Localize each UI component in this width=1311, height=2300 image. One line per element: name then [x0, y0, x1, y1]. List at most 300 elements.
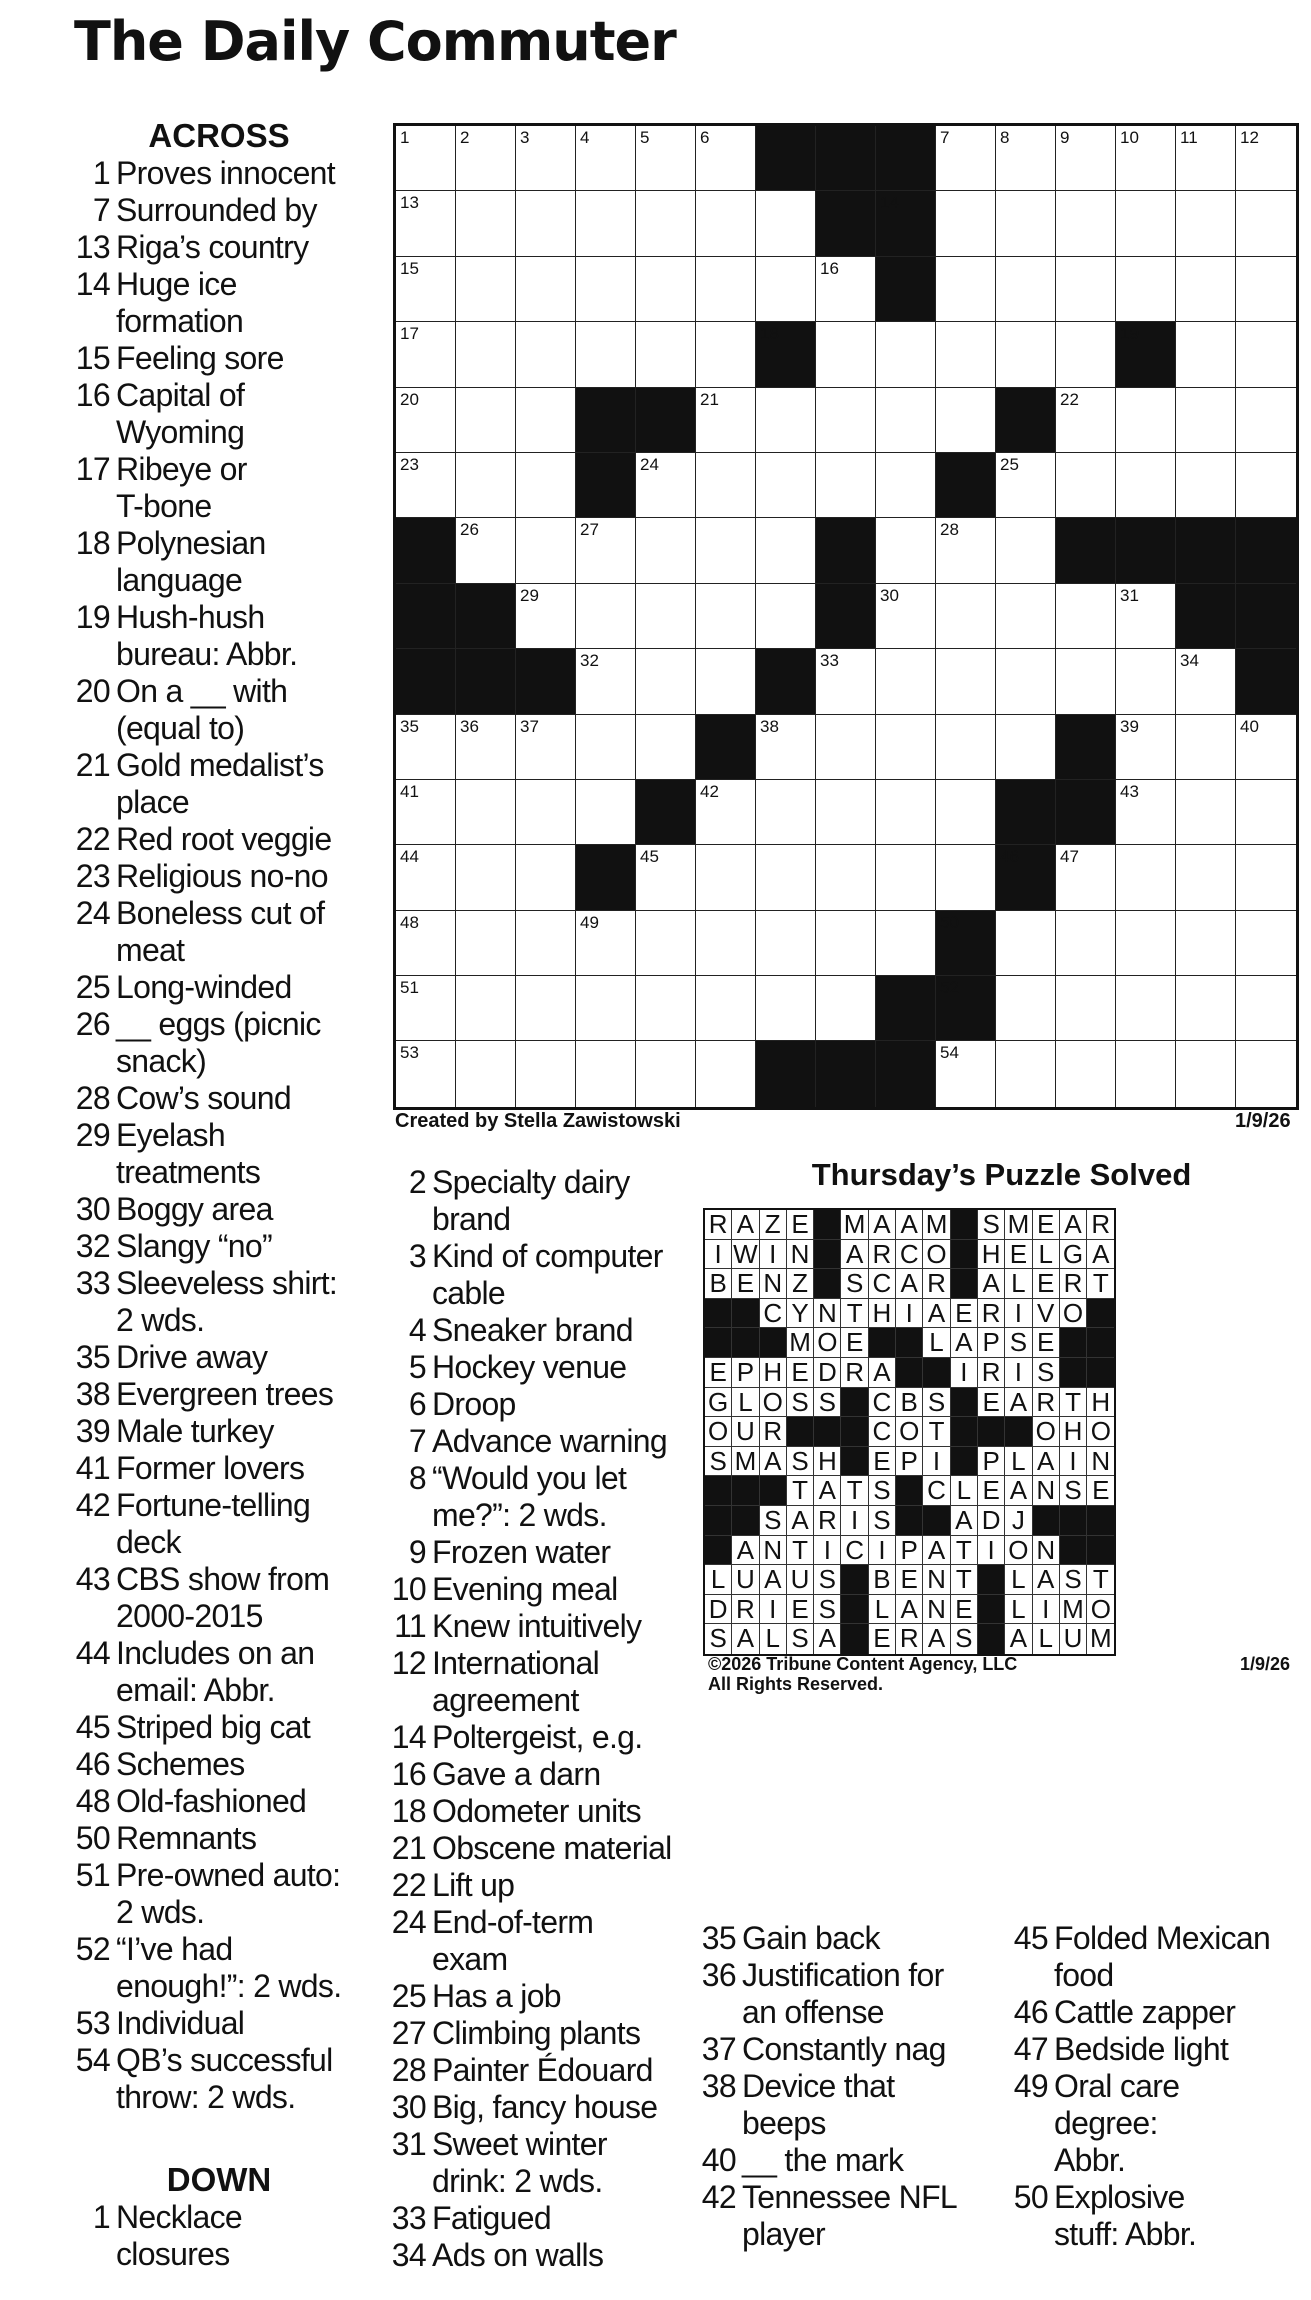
grid-cell[interactable] — [576, 715, 636, 780]
grid-cell[interactable] — [1236, 257, 1296, 322]
grid-cell[interactable] — [936, 715, 996, 780]
grid-cell[interactable] — [996, 191, 1056, 256]
solved-cell: N — [760, 1536, 787, 1566]
grid-cell[interactable] — [456, 322, 516, 387]
grid-cell[interactable] — [456, 1041, 516, 1106]
clue-text — [432, 1460, 698, 1534]
clue-28 — [72, 1080, 382, 1117]
clue-text — [116, 969, 382, 1006]
clue-number: 10 — [391, 1571, 426, 1607]
clue-50 — [1010, 2179, 1300, 2253]
grid-cell[interactable] — [1236, 126, 1296, 191]
grid-cell[interactable] — [876, 518, 936, 583]
grid-cell[interactable] — [396, 976, 456, 1041]
grid-cell[interactable] — [576, 976, 636, 1041]
clue-number: 31 — [391, 2126, 426, 2162]
grid-cell[interactable] — [936, 191, 996, 256]
grid-cell[interactable] — [816, 715, 876, 780]
grid-cell[interactable] — [996, 257, 1056, 322]
solved-cell: M — [841, 1210, 868, 1240]
solved-cell: A — [814, 1624, 841, 1654]
solved-cell: S — [814, 1565, 841, 1595]
solved-cell: S — [760, 1506, 787, 1536]
clue-42 — [72, 1487, 382, 1561]
grid-cell[interactable] — [1236, 976, 1296, 1041]
solved-black-square — [896, 1476, 923, 1506]
clue-text — [432, 1830, 698, 1867]
grid-cell[interactable] — [636, 649, 696, 714]
grid-cell[interactable] — [816, 845, 876, 910]
grid-cell[interactable] — [876, 911, 936, 976]
solved-cell: T — [1087, 1269, 1114, 1299]
clue-7 — [388, 1423, 698, 1460]
cell-number: 37 — [520, 716, 539, 736]
clue-text-line: drink: 2 wds. — [432, 2163, 603, 2199]
solved-black-square — [978, 1595, 1005, 1625]
grid-cell[interactable] — [936, 780, 996, 845]
grid-cell[interactable] — [936, 845, 996, 910]
grid-cell[interactable] — [876, 715, 936, 780]
grid-cell[interactable] — [876, 453, 936, 518]
clue-text-line: Former lovers — [116, 1450, 305, 1486]
grid-cell[interactable] — [696, 584, 756, 649]
grid-cell[interactable] — [816, 911, 876, 976]
grid-cell[interactable] — [636, 1041, 696, 1106]
clue-text-line: Tennessee NFL — [742, 2179, 958, 2215]
clue-number: 45 — [75, 1709, 110, 1745]
grid-cell[interactable] — [996, 1041, 1056, 1106]
solved-cell: R — [705, 1210, 732, 1240]
grid-cell[interactable] — [756, 911, 816, 976]
grid-cell[interactable] — [1236, 322, 1296, 387]
grid-cell[interactable] — [396, 388, 456, 453]
grid-cell[interactable] — [1236, 1041, 1296, 1106]
grid-cell[interactable] — [1236, 715, 1296, 780]
clue-7 — [72, 192, 382, 229]
grid-cell[interactable] — [756, 453, 816, 518]
grid-cell[interactable] — [816, 322, 876, 387]
clue-text-line: Individual — [116, 2005, 245, 2041]
solved-cell: R — [1087, 1210, 1114, 1240]
solved-black-square — [1087, 1536, 1114, 1566]
grid-cell[interactable] — [696, 388, 756, 453]
grid-cell[interactable] — [816, 780, 876, 845]
clue-text-line: cable — [432, 1275, 506, 1311]
grid-cell[interactable] — [756, 976, 816, 1041]
grid-cell[interactable] — [1236, 453, 1296, 518]
grid-cell[interactable] — [1056, 584, 1116, 649]
clue-text-line: Gave a darn — [432, 1756, 601, 1792]
grid-cell[interactable] — [1116, 976, 1176, 1041]
cell-number: 7 — [940, 128, 950, 147]
solved-cell: I — [896, 1299, 923, 1329]
grid-cell[interactable] — [516, 191, 576, 256]
clue-text-line: Cattle zapper — [1054, 1994, 1236, 2030]
clue-text-line: Necklace — [116, 2199, 243, 2235]
grid-cell[interactable] — [636, 126, 696, 191]
clue-number: 21 — [391, 1830, 426, 1866]
grid-cell[interactable] — [1176, 715, 1236, 780]
grid-cell[interactable] — [396, 715, 456, 780]
grid-cell[interactable] — [876, 780, 936, 845]
grid-cell[interactable] — [1116, 649, 1176, 714]
clue-52 — [72, 1931, 382, 2005]
grid-cell[interactable] — [756, 191, 816, 256]
grid-cell[interactable] — [876, 845, 936, 910]
clue-38 — [72, 1376, 382, 1413]
grid-cell[interactable] — [1116, 1041, 1176, 1106]
clue-number: 15 — [75, 340, 110, 376]
grid-cell[interactable] — [576, 1041, 636, 1106]
clue-number: 46 — [1013, 1994, 1048, 2030]
grid-cell[interactable] — [396, 191, 456, 256]
solved-cell: R — [1033, 1388, 1060, 1418]
cell-number: 28 — [940, 520, 959, 540]
solved-cell: N — [787, 1240, 814, 1270]
grid-cell[interactable] — [1176, 453, 1236, 518]
grid-cell[interactable] — [996, 584, 1056, 649]
grid-cell[interactable] — [396, 911, 456, 976]
grid-cell[interactable] — [456, 257, 516, 322]
grid-cell[interactable] — [576, 126, 636, 191]
grid-cell[interactable] — [936, 518, 996, 583]
solved-cell: D — [978, 1506, 1005, 1536]
grid-cell[interactable] — [1236, 780, 1296, 845]
clue-text-line: Sleeveless shirt: — [116, 1265, 338, 1301]
grid-cell[interactable] — [756, 845, 816, 910]
clue-text — [432, 1238, 698, 1312]
grid-cell[interactable] — [1116, 584, 1176, 649]
clue-text — [116, 1783, 382, 1820]
grid-cell[interactable] — [1236, 911, 1296, 976]
grid-cell[interactable] — [696, 518, 756, 583]
grid-cell[interactable] — [696, 780, 756, 845]
clue-text — [1054, 1994, 1300, 2031]
clue-text — [116, 266, 382, 340]
clue-number: 6 — [408, 1386, 426, 1422]
grid-cell[interactable] — [1056, 911, 1116, 976]
grid-cell[interactable] — [696, 911, 756, 976]
grid-cell[interactable] — [936, 1041, 996, 1106]
grid-cell[interactable] — [516, 322, 576, 387]
grid-cell[interactable] — [516, 715, 576, 780]
grid-cell[interactable] — [816, 257, 876, 322]
grid-cell[interactable] — [936, 126, 996, 191]
grid-cell[interactable] — [456, 845, 516, 910]
grid-cell[interactable] — [936, 322, 996, 387]
grid-cell[interactable] — [1056, 257, 1116, 322]
grid-cell[interactable] — [996, 649, 1056, 714]
grid-cell[interactable] — [1176, 780, 1236, 845]
grid-cell[interactable] — [1176, 257, 1236, 322]
clue-25 — [72, 969, 382, 1006]
black-square — [996, 845, 1056, 910]
clue-text — [116, 1820, 382, 1857]
grid-cell[interactable] — [576, 257, 636, 322]
solved-cell: P — [896, 1536, 923, 1566]
grid-cell[interactable] — [576, 649, 636, 714]
cell-number: 35 — [400, 716, 419, 736]
grid-cell[interactable] — [636, 911, 696, 976]
grid-cell[interactable] — [996, 715, 1056, 780]
solved-cell: E — [951, 1595, 978, 1625]
grid-cell[interactable] — [1056, 322, 1116, 387]
grid-cell[interactable] — [696, 845, 756, 910]
grid-cell[interactable] — [876, 649, 936, 714]
black-square — [396, 518, 456, 583]
grid-cell[interactable] — [1056, 976, 1116, 1041]
grid-cell[interactable] — [636, 518, 696, 583]
solved-cell: E — [732, 1269, 759, 1299]
solved-cell: E — [978, 1476, 1005, 1506]
grid-cell[interactable] — [816, 649, 876, 714]
black-square — [936, 911, 996, 976]
grid-cell[interactable] — [396, 453, 456, 518]
grid-cell[interactable] — [1056, 1041, 1116, 1106]
grid-cell[interactable] — [456, 126, 516, 191]
grid-cell[interactable] — [1176, 845, 1236, 910]
clue-text-line: place — [116, 784, 190, 820]
grid-cell[interactable] — [936, 388, 996, 453]
clue-text — [116, 1339, 382, 1376]
grid-cell[interactable] — [996, 126, 1056, 191]
grid-cell[interactable] — [1056, 126, 1116, 191]
grid-cell[interactable] — [1056, 649, 1116, 714]
cell-number: 25 — [1000, 454, 1019, 474]
grid-cell[interactable] — [696, 976, 756, 1041]
grid-cell[interactable] — [816, 388, 876, 453]
clue-text — [116, 1487, 382, 1561]
clue-text-line: Drive away — [116, 1339, 268, 1375]
grid-cell[interactable] — [456, 191, 516, 256]
grid-cell[interactable] — [1056, 845, 1116, 910]
grid-cell[interactable] — [396, 322, 456, 387]
down-clue-list-1 — [72, 2199, 382, 2273]
grid-cell[interactable] — [1116, 126, 1176, 191]
cell-number: 41 — [400, 781, 419, 801]
grid-cell[interactable] — [996, 322, 1056, 387]
grid-cell[interactable] — [756, 715, 816, 780]
clue-1 — [72, 155, 382, 192]
clue-number: 28 — [75, 1080, 110, 1116]
clue-number: 30 — [75, 1191, 110, 1227]
grid-cell[interactable] — [876, 388, 936, 453]
grid-cell[interactable] — [396, 126, 456, 191]
clue-number: 54 — [75, 2042, 110, 2078]
clue-text-line: Justification for — [742, 1957, 944, 1993]
grid-cell[interactable] — [876, 322, 936, 387]
grid-cell[interactable] — [876, 584, 936, 649]
grid-cell[interactable] — [516, 1041, 576, 1106]
solved-cell: T — [1060, 1388, 1087, 1418]
grid-cell[interactable] — [396, 1041, 456, 1106]
grid-cell[interactable] — [696, 191, 756, 256]
grid-cell[interactable] — [576, 322, 636, 387]
clue-number: 35 — [75, 1339, 110, 1375]
grid-cell[interactable] — [636, 191, 696, 256]
grid-cell[interactable] — [516, 518, 576, 583]
grid-cell[interactable] — [1116, 780, 1176, 845]
solved-cell: L — [1005, 1595, 1032, 1625]
grid-cell[interactable] — [756, 780, 816, 845]
grid-cell[interactable] — [696, 649, 756, 714]
grid-cell[interactable] — [636, 584, 696, 649]
grid-cell[interactable] — [1176, 322, 1236, 387]
grid-cell[interactable] — [636, 845, 696, 910]
black-square — [876, 126, 936, 191]
solved-cell: A — [1087, 1240, 1114, 1270]
solved-cell: E — [1033, 1210, 1060, 1240]
clue-31 — [388, 2126, 698, 2200]
clue-number: 33 — [391, 2200, 426, 2236]
solved-black-square — [1087, 1299, 1114, 1329]
grid-cell[interactable] — [516, 126, 576, 191]
solved-cell: M — [732, 1447, 759, 1477]
grid-cell[interactable] — [1116, 453, 1176, 518]
grid-cell[interactable] — [636, 453, 696, 518]
grid-cell[interactable] — [1176, 126, 1236, 191]
grid-cell[interactable] — [1116, 257, 1176, 322]
grid-cell[interactable] — [636, 257, 696, 322]
clue-4 — [388, 1312, 698, 1349]
clue-number: 29 — [75, 1117, 110, 1153]
clue-text — [742, 1957, 998, 2031]
grid-cell[interactable] — [456, 453, 516, 518]
grid-cell[interactable] — [1116, 191, 1176, 256]
grid-cell[interactable] — [636, 976, 696, 1041]
grid-cell[interactable] — [1236, 191, 1296, 256]
grid-cell[interactable] — [996, 976, 1056, 1041]
solved-cell: S — [841, 1269, 868, 1299]
clue-42 — [698, 2179, 998, 2253]
down-clue-list-4 — [1010, 1920, 1300, 2253]
clue-number: 26 — [75, 1006, 110, 1042]
grid-cell[interactable] — [516, 780, 576, 845]
grid-cell[interactable] — [1176, 649, 1236, 714]
grid-cell[interactable] — [1176, 191, 1236, 256]
copyright-line-2: All Rights Reserved. — [708, 1674, 884, 1694]
grid-cell[interactable] — [1176, 1041, 1236, 1106]
grid-cell[interactable] — [696, 453, 756, 518]
clue-text-line: deck — [116, 1524, 181, 1560]
grid-cell[interactable] — [516, 976, 576, 1041]
clue-text-line: Eyelash — [116, 1117, 225, 1153]
grid-cell[interactable] — [636, 322, 696, 387]
grid-cell[interactable] — [516, 911, 576, 976]
grid-cell[interactable] — [456, 976, 516, 1041]
black-square — [936, 453, 996, 518]
black-square — [696, 715, 756, 780]
grid-cell[interactable] — [516, 453, 576, 518]
grid-cell[interactable] — [756, 518, 816, 583]
solved-black-square — [841, 1624, 868, 1654]
grid-cell[interactable] — [1236, 845, 1296, 910]
clue-25 — [388, 1978, 698, 2015]
clue-text — [432, 1312, 698, 1349]
grid-cell[interactable] — [1116, 845, 1176, 910]
grid-cell[interactable] — [576, 518, 636, 583]
grid-cell[interactable] — [576, 911, 636, 976]
grid-cell[interactable] — [756, 388, 816, 453]
solved-cell: C — [869, 1269, 896, 1299]
clue-text-line: degree: — [1054, 2105, 1158, 2141]
clue-text — [116, 1450, 382, 1487]
grid-cell[interactable] — [456, 780, 516, 845]
grid-cell[interactable] — [936, 584, 996, 649]
grid-cell[interactable] — [516, 257, 576, 322]
solved-black-square — [951, 1417, 978, 1447]
solved-cell: C — [896, 1240, 923, 1270]
grid-cell[interactable] — [576, 780, 636, 845]
grid-cell[interactable] — [1056, 388, 1116, 453]
grid-cell[interactable] — [756, 257, 816, 322]
grid-cell[interactable] — [1236, 388, 1296, 453]
grid-cell[interactable] — [996, 453, 1056, 518]
grid-cell[interactable] — [1056, 191, 1116, 256]
solved-cell: A — [896, 1269, 923, 1299]
clue-text-line: Feeling sore — [116, 340, 284, 376]
grid-cell[interactable] — [1176, 911, 1236, 976]
grid-cell[interactable] — [1056, 453, 1116, 518]
grid-cell[interactable] — [456, 911, 516, 976]
grid-cell[interactable] — [516, 845, 576, 910]
clue-text-line: T-bone — [116, 488, 212, 524]
grid-cell[interactable] — [816, 976, 876, 1041]
solved-black-square — [1060, 1506, 1087, 1536]
grid-cell[interactable] — [996, 518, 1056, 583]
grid-cell[interactable] — [516, 584, 576, 649]
grid-cell[interactable] — [456, 388, 516, 453]
grid-cell[interactable] — [696, 126, 756, 191]
grid-cell[interactable] — [576, 584, 636, 649]
clue-text-line: Red root veggie — [116, 821, 332, 857]
down-heading: DOWN — [166, 2161, 272, 2198]
clue-text-line: Painter Édouard — [432, 2052, 653, 2088]
grid-cell[interactable] — [516, 388, 576, 453]
grid-cell[interactable] — [396, 845, 456, 910]
grid-cell[interactable] — [816, 453, 876, 518]
grid-cell[interactable] — [1116, 388, 1176, 453]
grid-cell[interactable] — [996, 911, 1056, 976]
solved-cell: T — [841, 1476, 868, 1506]
grid-cell[interactable] — [1176, 976, 1236, 1041]
grid-cell[interactable] — [936, 257, 996, 322]
solved-cell: S — [923, 1388, 950, 1418]
black-square — [816, 191, 876, 256]
grid-cell[interactable] — [396, 780, 456, 845]
grid-cell[interactable] — [1176, 388, 1236, 453]
grid-cell[interactable] — [936, 649, 996, 714]
grid-cell[interactable] — [1116, 911, 1176, 976]
grid-cell[interactable] — [456, 715, 516, 780]
solved-cell: S — [705, 1624, 732, 1654]
grid-cell[interactable] — [696, 257, 756, 322]
grid-cell[interactable] — [456, 518, 516, 583]
grid-cell[interactable] — [576, 191, 636, 256]
grid-cell[interactable] — [1116, 715, 1176, 780]
grid-cell[interactable] — [636, 715, 696, 780]
solved-black-square — [705, 1476, 732, 1506]
clue-number: 7 — [408, 1423, 426, 1459]
clue-number: 3 — [408, 1238, 426, 1274]
grid-cell[interactable] — [396, 257, 456, 322]
grid-cell[interactable] — [696, 1041, 756, 1106]
grid-cell[interactable] — [756, 584, 816, 649]
grid-cell[interactable] — [696, 322, 756, 387]
clue-text-line: Evening meal — [432, 1571, 618, 1607]
solved-black-square — [705, 1299, 732, 1329]
solved-cell: A — [923, 1624, 950, 1654]
